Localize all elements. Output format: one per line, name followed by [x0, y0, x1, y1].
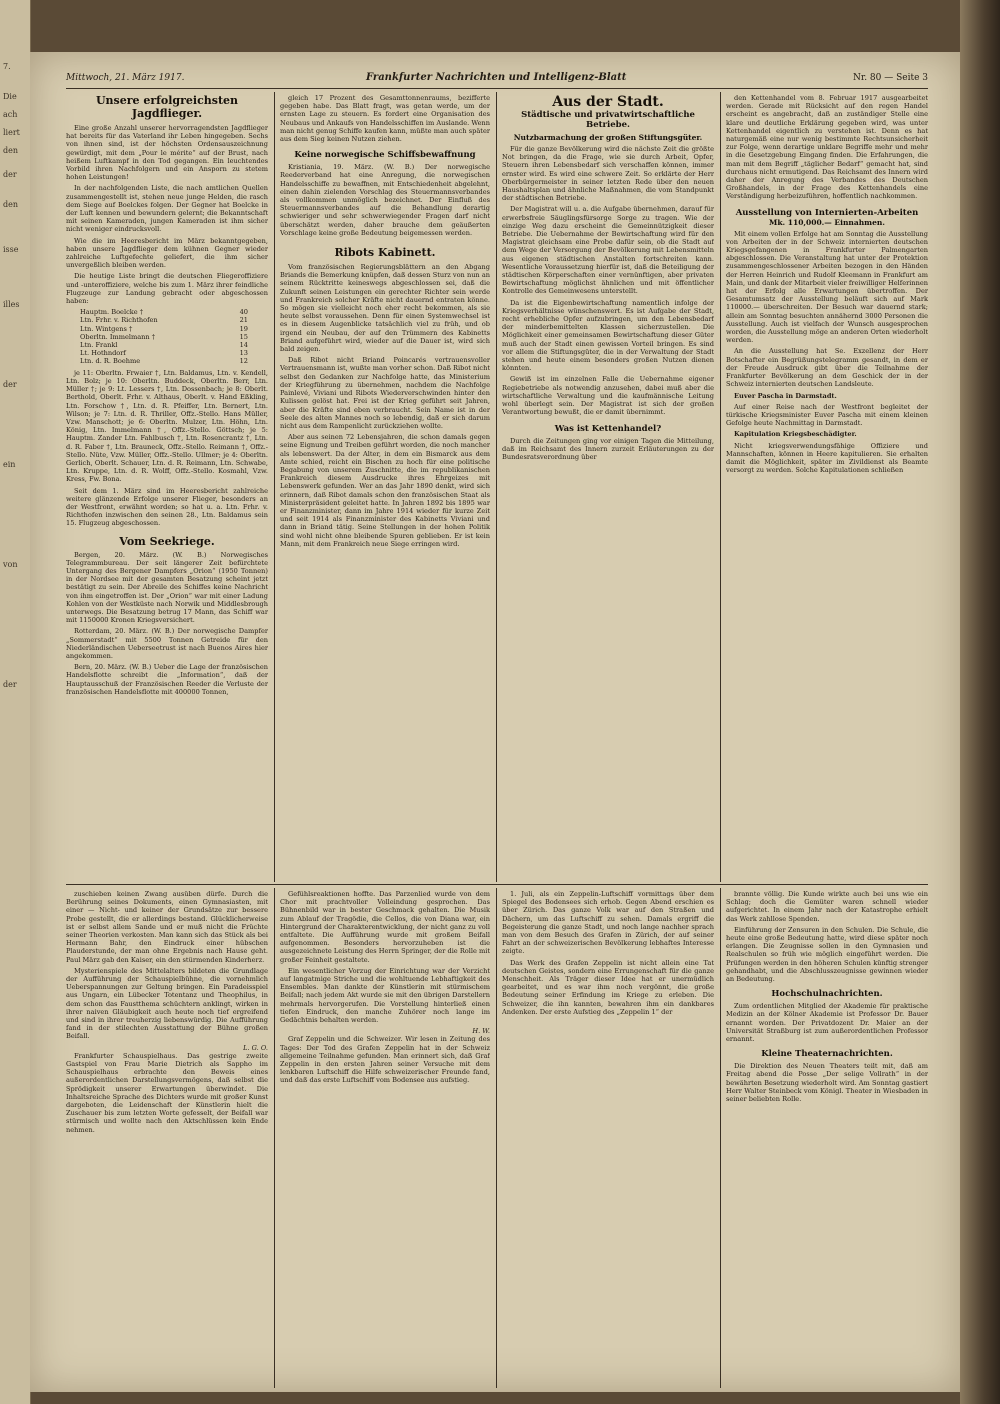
newspaper-page	[30, 52, 960, 1392]
headline-seekriege: Vom Seekriege.	[119, 534, 215, 548]
article-paragraph: Kristiania, 19. März. (W. B.) Der norwegische Reederverband hat eine Anregung, die norwegischen Handelsschiffe zu bewaffnen, mit Entschiedenheit abgelehnt, einen dahin zielenden Vorschlag des Steuermannsverbandes als vollkommen unmöglich bezeichnet. Der Einfluß des Steuermannsverbandes auf die Behandlung derartig schwieriger und sehr schwerwiegender Fragen darf nicht überschätzt werden, daher brauche dem geäußerten Vorschlage keine große Bedeutung beigemessen werden.	[280, 163, 490, 237]
article-paragraph: Nicht kriegsverwendungsfähige Offiziere und Mannschaften, können in Heere kapitulieren. Sie erhalten damit die Möglichkeit, später im Zivildienst als Beamte versorgt zu werden. Solche Kapitulationen schließen	[726, 441, 928, 475]
newspaper-title: Frankfurter Nachrichten und Intelligenz-Blatt	[366, 72, 627, 83]
list-item: Ltn. Frankl 14	[80, 341, 248, 350]
article-paragraph: je 11: Oberltn. Frwaier †, Ltn. Baldamus, Ltn. v. Kendell, Ltn. Bolz; je 10: Oberltn. Buddeck, Oberltn. Berr, Ltn. Müller †; je 9: Lt. Lessers †, Ltn. Dossenbach; je 8: Oberlt. Berthold, Oberlt. Frhr. v. Althaus, Oberlt. v. Hand Eßkling, Ltn. Forschow †, Ltn. d. R. Pfeiffer, Ltn. Bernert, Ltn. Wilson; je 7: Ltn. d. R. Thriller, Offz.-Stello. Hans Müller, Vzw. Manschott; je 6: Oberltn. Mulzer, Ltn. Höhn, Ltn. König, Ltn. Immelmann †, Offz.-Stello. Göttsch; je 5: Hauptm. Zander Ltn. Fahlbusch †, Ltn. Rosencrantz †, Ltn. d. R. Faber †, Ltn. Brauneck, Offz.-Stello. Reimann †, Offz.-Stello. Nüte, Vzw. Müller, Offz.-Stello. Ullmer; je 4: Oberltn. Gerlich, Oberlt. Schauer, Ltn. d. R. Reimann, Ltn. Schwabe, Ltn. Kruppe, Ltn. d. R. Wolff, Offz.-Stello. Kosmahl, Vzw. Kress, Fw. Bona.	[66, 368, 268, 484]
article-paragraph: Aber aus seinen 72 Lebensjahren, die schon damals gegen seine Eignung und Treiben geführt worden, die noch mancher als lebenswert. Da der Alter, in dem ein Bismarck aus dem Amte schied, reicht ein Bischen zu hoch für eine politische Begabung von unserem Zuschnitte, die im republikanischen Frankreich diesem Ausdrucke ihres Ehrgeizes mit Lebenswerk gefunden. Wer an das Jahr 1890 denkt, wird sich erinnern, daß Ribot damals schon den französischen Staat als Ministerpräsident geleitet hatte. In Jahren 1892 bis 1895 war er Finanzminister, dann im Jahre 1914 wieder für kurze Zeit und seit 1914 als Finanzminister des Kabinetts Viviani und dann in Briand tätig. Seine Stellungen in der hohen Politik sind wohl nicht ohne bleibende Spuren geblieben. Er ist kein Mann, mit dem Frankreich neue Siege erringen wird.	[280, 433, 490, 548]
subhead-betriebe: Städtische und privatwirtschaftliche Betriebe.	[521, 110, 695, 130]
bottom-column-3	[502, 890, 714, 1386]
column-rule	[720, 888, 721, 1388]
headline-ausstellung: Ausstellung von Internierten-Arbeiten	[735, 207, 919, 218]
headline-schiffsbewaffnung: Keine norwegische Schiffsbewaffnung	[294, 150, 476, 161]
author-signature: H. W.	[472, 1027, 490, 1036]
article-paragraph: Eine große Anzahl unserer hervorragendsten Jagdflieger hat bereits für das Vaterland ihr Leben hingegeben. Sechs von ihnen sind, ist der höchsten Ordensauszeichnung gewürdigt, mit dem „Pour le mérite“ auf der Brust, nach heißem Luftkampf in den Tod gegangen. Ein leuchtendes Vorbild ihren Nachfolgern und ein Ansporn zu stetem hohen Leistungen!	[66, 124, 268, 182]
article-paragraph: Einführung der Zensuren in den Schulen. Die Schule, die heute eine große Bedeutung hatte, wird diese später noch erlangen. Die Zeugnisse sollen in den Gymnasien und Realschulen so früh wie möglich eingeführt werden. Die Prüfungen werden in den höheren Schulen künftig strenger gehandhabt, und die Abschlusszeugnisse gewinnen wieder an Bedeutung.	[726, 925, 928, 984]
column-rule	[496, 888, 497, 1388]
article-paragraph: In der nachfolgenden Liste, die nach amtlichen Quellen zusammengestellt ist, stehen neue junge Helden, die rasch dem Siege auf Boelckes folgen. Der Gegner hat Boelcke in der Luft kennen und bewundern gelernt; die Bekanntschaft mit seinen Kameraden, jungen Kameraden ist ihm sicher nicht weniger eindrucksvoll.	[66, 184, 268, 234]
article-paragraph: Mit einem vollen Erfolge hat am Sonntag die Ausstellung von Arbeiten der in der Schweiz internierten deutschen Kriegsgefangenen in Frankfurter Palmengarten abgeschlossen. Die Veranstaltung hat unter der Protektion zusammengeschlossener Arbeiten bezogen in den Händen der Herren Heinrich und Rudolf Kleemann in Frankfurt am Main, und dank der Mitarbeit vieler freiwilliger Helferinnen hat der Erfolg alle Erwartungen übertroffen. Der Gesamtumsatz der Ausstellung beläuft sich auf Mark 110000.— überschreiten. Der Besuch war dauernd stark; allein am Sonntag besuchten annähernd 3000 Personen die Ausstellung. Auch ist vielfach der Wunsch ausgesprochen worden, die Ausstellung möge an anderen Orten wiederholt werden.	[726, 229, 928, 345]
column-3	[502, 94, 714, 880]
strip-text: den	[3, 146, 19, 155]
article-paragraph: Ein wesentlicher Vorzug der Einrichtung war der Verzicht auf langatmige Striche und die wohltuende Lebhaftigkeit des Ensembles. Man dankte der Künstlerin mit stürmischem Beifall; nach jedem Akt wurde sie mit den übrigen Darstellern mehrmals hervorgerufen. Die Vorstellung hinterließ einen tiefen Eindruck, den manche Zuhörer noch lange im Gedächtnis behalten werden.	[280, 966, 490, 1025]
article-paragraph: Euver Pascha in Darmstadt.	[734, 391, 837, 400]
article-paragraph: Gefühlsreaktionen hoffte. Das Parzenlied wurde von dem Chor mit prachtvoller Volleindung gesprochen. Das Bühnenbild war in bester Geschmack gehalten. Die Musik zum Ablauf der Tragödie, die Cellos, die von Diana war, ein Hintergrund der Charakterentwicklung, der nicht ganz zu voll entfaltete. Die Aufführung wurde mit großem Beifall aufgenommen. Besonders hervorzuheben ist die ausgezeichnete Leistung des Herrn Springer, der die Rolle mit großer Feinheit gestaltete.	[280, 890, 490, 964]
list-item: Hauptm. Boelcke † 40	[80, 308, 248, 317]
article-paragraph: Zum ordentlichen Mitglied der Akademie für praktische Medizin an der Kölner Akademie ist Professor Dr. Bauer ernannt worden. Der Privatdozent Dr. Maier an der Universität Straßburg ist zum außerordentlichen Professor ernannt.	[726, 1002, 928, 1044]
page-number: Nr. 80 — Seite 3	[853, 73, 928, 83]
article-paragraph: zuschieben keinen Zwang ausüben dürfe. Durch die Berührung seines Dokuments, einen Gymnasiasten, mit einer — Nicht- und keiner der Grundsätze zur bessere Probe gestellt, die er allerdings bestand. Glücklicherweise ist er selbst allem Sande und er muß nicht die Früchte seiner Theorien verkosten. Man kann sich das Stück als bei Hermann Bahr, den Eindruck einer hübschen Plauderstunde, der man ohne Ergebnis nach Hause geht. Paul März gab den Kaiser, ein den stürmenden Kinderherz.	[66, 890, 268, 964]
list-item: Ltn. Frhr. v. Richthofen 21	[80, 316, 248, 325]
flier-list	[80, 308, 268, 365]
article-paragraph: Mysterienspiele des Mittelalters bildeten die Grundlage der Aufführung der Schauspielbühne, die vornehmlich Ueberspannungen zur Geltung bringen. Ein Paradeisspiel aus Ungarn, ein Lübecker Totentanz und Theophilus, in dem schon das Faustthema schüchtern anklingt, wirken in ihrer naiven Gläubigkeit auch heute noch tief ergreifend und sind in ihrer treuherzig liebenswürdig. Die Aufführung fand in der stilechten Ausstattung der Bühne großen Beifall.	[66, 966, 268, 1041]
strip-text: ein	[3, 460, 16, 469]
strip-text: liert	[3, 128, 20, 137]
strip-text: der	[3, 680, 17, 689]
article-paragraph: Die Direktion des Neuen Theaters teilt mit, daß am Freitag abend die Posse „Der selige Vollrath“ in der bewährten Besetzung wiederholt wird. Am Sonntag gastiert Herr Walter Steinbeck vom Königl. Theater in Wiesbaden in seiner beliebten Rolle.	[726, 1062, 928, 1104]
article-paragraph: Das Werk des Grafen Zeppelin ist nicht allein eine Tat deutschen Geistes, sondern eine Errungenschaft für die ganze Menschheit. Als Träger dieser Idee hat er unermüdlich gearbeitet, und es war ihm noch vergönnt, die große Bedeutung seiner Erfindung im Kriege zu erleben. Die Schweizer, die ihn kannten, bewahren ihm ein dankbares Andenken. Der erste Aufstieg des „Zeppelin 1“ der	[502, 958, 714, 1016]
article-paragraph: Rotterdam, 20. März. (W. B.) Der norwegische Dampfer „Sommerstadt“ mit 5500 Tonnen Getreide für den Niederländischen Ueberseetrust ist nach Buenos Aires hier angekommen.	[66, 627, 268, 660]
bottom-column-4	[726, 890, 928, 1386]
page-edge-shadow	[960, 0, 1000, 1404]
bottom-column-2	[280, 890, 490, 1386]
strip-text: den	[3, 200, 19, 209]
article-paragraph: Graf Zeppelin und die Schweizer. Wir lesen in Zeitung des Tages: Der Tod des Grafen Zeppelin hat in der Schweiz allgemeine Teilnahme gefunden. Man erinnert sich, daß Graf Zeppelin in den ersten Jahren seiner Versuche mit dem lenkbaren Luftschiff die Hilfe schweizerischer Freunde fand, und daß das erste Luftschiff vom Bodensee aus aufstieg.	[280, 1035, 490, 1085]
strip-text: der	[3, 170, 17, 179]
column-rule	[274, 888, 275, 1388]
column-rule	[720, 92, 721, 882]
strip-text: illes	[3, 300, 20, 309]
article-paragraph: Der Magistrat will u. a. die Aufgabe übernehmen, darauf für erwerbsfreie Säuglingsfürsorge Sorge zu tragen. Wie der einzige Weg dazu erscheint die Gemeinnützigkeit dieser Betriebe. Die Uebernahme der Bewirtschaftung wird für den Magistrat gleichsam eine Probe dafür sein, ob die Stadt auf dem Wege der Versorgung der Bevölkerung mit Lebensmitteln aus eigenen städtischen Anstalten fortschreiten kann. Wesentliche Voraussetzung hierfür ist, daß die Beteiligung der städtischen Körperschaften einer vernünftigen, aber privaten Bewirtschaftung möglichst ähnlichen und mit öffentlicher Kontrolle des Gemeinwesens unterstellt.	[502, 205, 714, 296]
strip-text: von	[3, 560, 18, 569]
headline-aus-der-stadt: Aus der Stadt.	[552, 94, 664, 110]
author-signature: L. G. O.	[243, 1043, 268, 1052]
column-2	[280, 94, 490, 880]
strip-text: ach	[3, 110, 18, 119]
headline-jagdflieger: Unsere erfolgreichsten Jagdflieger.	[95, 94, 239, 120]
headline-hochschulnachrichten: Hochschulnachrichten.	[771, 989, 883, 1000]
list-item: Lt. Hothndorf 13	[80, 349, 248, 358]
article-paragraph: brannte völlig. Die Kunde wirkte auch bei uns wie ein Schlag; doch die Gemüter waren schnell wieder aufgerichtet. In einem Jahr nach der Katastrophe erhielt das Werk zahllose Spenden.	[726, 890, 928, 923]
article-paragraph: Daß Ribot nicht Briand Poincarés vertrauensvoller Vertrauensmann ist, wußte man vorher schon. Daß Ribot nicht selbst den Gedanken zur Nachfolge hatte, das Ministerium der Kriegführung zu übernehmen, nachdem die Nachfolge Painlevé, Viviani und Ribots Wiederverschwinden hinter den Kulissen gelöst hat. Frei ist der Krieg geführt seit Jahren, aber die Kräfte sind eben verbraucht. Sein Name ist in der Seele des alten Mannes noch so lebendig, daß er sich darum nicht aus dem Rampenlicht zurückziehen wollte.	[280, 356, 490, 430]
strip-text: 7.	[3, 62, 11, 71]
headline-theaternachrichten: Kleine Theaternachrichten.	[761, 1049, 893, 1060]
article-paragraph: Gewiß ist im einzelnen Falle die Uebernahme eigener Regiebetriebe als notwendig anzusehen, dabei muß aber die wirtschaftliche Verwaltung und die kaufmännische Leitung wohl überlegt sein. Der Magistrat ist sich der großen Verantwortung bewußt, die er damit übernimmt.	[502, 375, 714, 417]
strip-text: Die	[3, 92, 17, 101]
column-rule	[496, 92, 497, 882]
article-paragraph: Wie die im Heeresbericht im März bekanntgegeben, haben unsere Jagdflieger dem kühnen Gegner wieder zahlreiche Luftgefechte geliefert, die ihm sicher unvergeßlich bleiben werden.	[66, 236, 268, 270]
headline-ribots-kabinett: Ribots Kabinett.	[334, 246, 436, 260]
article-paragraph: 1. Juli, als ein Zeppelin-Luftschiff vormittags über dem Spiegel des Bodensees sich erhob. Gegen Abend erschien es über Zürich. Das ganze Volk war auf den Straßen und Dächern, um das Luftschiff zu sehen. Damals ergriff die Begeisterung die ganze Stadt, und noch lange nachher sprach man von dem Besuch des Grafen in Zürich, der auf seiner Fahrt an der schweizerischen Bevölkerung lebhaftes Interesse zeigte.	[502, 890, 714, 956]
subhead-stiftungsgueter: Nutzbarmachung der großen Stiftungsgüter.	[513, 133, 703, 142]
issue-date: Mittwoch, 21. März 1917.	[66, 73, 185, 83]
article-paragraph: Kapitulation Kriegsbeschädigter.	[734, 430, 857, 439]
list-item: Oberltn. Immelmann † 15	[80, 332, 248, 341]
column-rule	[274, 92, 275, 882]
article-paragraph: Bergen, 20. März. (W. B.) Norwegisches Telegrammbureau. Der seit längerer Zeit befürchtete Untergang des Bergener Dampfers „Orion“ (1950 Tonnen) in der Nordsee mit der gesamten Besatzung scheint jetzt bestätigt zu sein. Der Abreile des Schiffes keine Nachricht von ihm eingetroffen ist. Der „Orion“ war mit einer Ladung Kohlen von der Westküste nach Norwik und Middlesbrough unterwegs. Die Besatzung betrug 17 Mann, das Schiff war mit 1150000 Kronen Kriegsversichert.	[66, 550, 268, 625]
article-paragraph: Frankfurter Schauspielhaus. Das gestrige zweite Gastspiel von Frau Marie Dietrich als Sappho im Schauspielhaus erbrachte den Beweis eines außerordentlichen Darstellungsvermögens, daß selbst die Sprödigkeit unserer Erwartungen überwindet. Die Inhaltsreiche Sprache des Dichters wurde mit großer Kunst dargeboten, die Leidenschaft der Künstlerin hielt die Zuschauer bis zum letzten Worte gefesselt, der Beifall war stürmisch und wollte nach den Aktschlüssen kein Ende nehmen.	[66, 1051, 268, 1134]
article-paragraph: Die heutige Liste bringt die deutschen Fliegeroffiziere und -unteroffiziere, welche bis zum 1. März ihrer feindliche Flugzeuge zur Landung gebracht oder abgeschossen haben:	[66, 272, 268, 306]
article-paragraph: Seit dem 1. März sind im Heeresbericht zahlreiche weitere glänzende Erfolge unserer Flieger, besonders an der Westfront, erwähnt worden; so hat u. a. Ltn. Frhr. v. Richthofen inzwischen den seinen 28., Ltn. Baldamus sein 15. Flugzeug abgeschossen.	[66, 486, 268, 528]
article-paragraph: Bern, 20. März. (W. B.) Ueber die Lage der französischen Handelsflotte schreibt die „Information“, daß der Hauptausschuß der Französischen Reeder die Verluste der französischen Handelsflotte mit 400000 Tonnen,	[66, 663, 268, 696]
strip-text: der	[3, 380, 17, 389]
column-4	[726, 94, 928, 880]
column-1	[66, 94, 268, 880]
headline-kettenhandel: Was ist Kettenhandel?	[554, 423, 662, 434]
article-paragraph: Da ist die Eigenbewirtschaftung namentlich infolge der Kriegsverhältnisse wünschenswert. Es ist Aufgabe der Stadt, recht erhebliche Opfer aufzubringen, um den Lebensbedarf der minderbemittelten Klassen sicherzustellen. Die Möglichkeit einer gemeinsamen Bewirtschaftung dieser Güter muß auch der Stadt einen gewissen Vorteil bringen. Es sind vor allem die Stiftungsgüter, die in der Verwaltung der Stadt stehen und heute einem besonders großen Nutzen dienen könnten.	[502, 298, 714, 373]
strip-text: isse	[3, 245, 19, 254]
adjacent-page-strip	[0, 0, 31, 1404]
article-paragraph: Vom französischen Regierungsblättern an den Abgang Briands die Bemerkung knüpfen, daß dessen Sturz von nun an seinem Rücktritte keineswegs abgeschlossen sei, daß die Zukunft seinen Leistungen ein gerechter Richter sein werde und Frankreich solcher Kräfte nicht dauernd entraten könne. So mögen sie vielleicht noch eher recht bekommen, als sie heute selbst voraussehen. Denn für einen Systemwechsel ist es in diesem Augenblicke tatsächlich viel zu früh, und ob irgend ein Neubau, der auf den Trümmern des Kabinetts Briand aufgeführt wird, wieder auf die Dauer ist, wird sich bald zeigen.	[280, 263, 490, 354]
article-paragraph: den Kettenhandel vom 8. Februar 1917 ausgearbeitet werden. Gerade mit Rücksicht auf den regen Handel erscheint es angebracht, daß an zuständiger Stelle eine klare und deutliche Erklärung gegeben wird, was unter Kettenhandel eigentlich zu verstehen ist. Denn es hat naturgemäß eine nur wenig bestimmte Rechtsunsicherheit zur Folge, wenn derartige unklare Begriffe mehr und mehr in die Gesetzgebung Eingang finden. Die Erfahrungen, die man mit dem Begriff „täglicher Bedarf“ gemacht hat, sind durchaus nicht ermutigend. Das Reichsamt des Innern wird daher der Anregung des Verbandes des Deutschen Großhandels, in der Frage des Kettenhandels eine Verständigung herbeizuführen, hoffentlich nachkommen.	[726, 94, 928, 201]
masthead	[66, 72, 928, 89]
list-item: Ltn. Wintgens † 19	[80, 324, 248, 333]
article-paragraph: Durch die Zeitungen ging vor einigen Tagen die Mitteilung, daß im Reichsamt des Innern zurzeit Erläuterungen zu der Bundesratsverordnung über	[502, 436, 714, 461]
article-paragraph: Auf einer Reise nach der Westfront begleitet der türkische Kriegsminister Euver Pascha mit einem kleinen Gefolge heute Nachmittag in Darmstadt.	[726, 402, 928, 428]
article-paragraph: Für die ganze Bevölkerung wird die nächste Zeit die größte Not bringen, da die Frage, wie sie durch Arbeit, Opfer, Steuern ihren Lebensbedarf sich verschaffen können, immer ernster wird. Es wird eine schwere Zeit. So erklärte der Herr Oberbürgermeister in seiner letzten Rede über den neuen Haushaltsplan und ähnliche Maßnahmen, die vom Standpunkt der städtischen Betriebe.	[502, 145, 714, 203]
section-divider	[66, 884, 928, 885]
article-paragraph: gleich 17 Prozent des Gesamttonnenraums, bezifferte gegeben habe. Das Blatt fragt, was getan werde, um der ernsten Lage zu steuern. Es fordert eine Organisation des Neubaus und Ankaufs von Handelsschiffen im Auslande. Wenn man nicht genug Schiffe kaufen kann, müßte man auch später aus dem Sieg keinen Nutzen ziehen.	[280, 94, 490, 144]
bottom-column-1	[66, 890, 268, 1386]
subhead-einnahmen: Mk. 110,000.— Einnahmen.	[769, 217, 885, 227]
article-paragraph: An die Ausstellung hat Se. Exzellenz der Herr Botschafter ein Begrüßungstelegramm gesandt, in dem er der Freude Ausdruck gibt über die Teilnahme der Frankfurter Bevölkerung an dem Geschick der in der Schweiz internierten deutschen Landsleute.	[726, 347, 928, 389]
list-item: Ltn. d. R. Boehme 12	[80, 357, 248, 366]
